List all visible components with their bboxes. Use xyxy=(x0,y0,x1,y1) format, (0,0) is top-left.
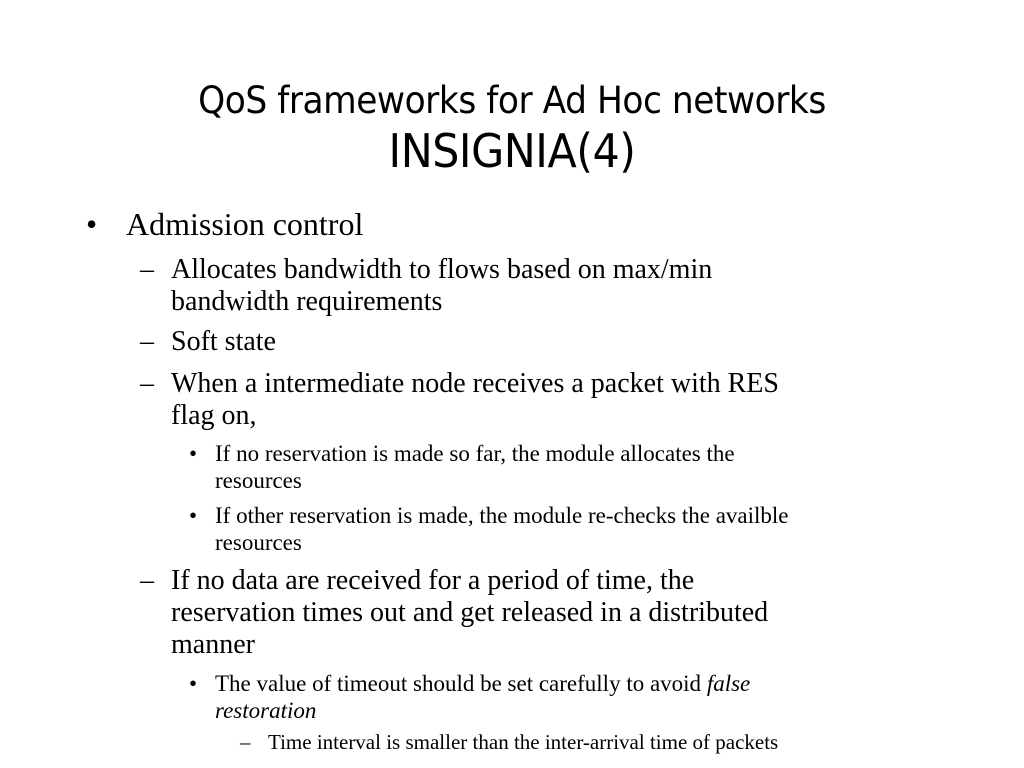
bullet-marker: • xyxy=(189,441,198,466)
sub-sub-bullet-other-reservation-line1: If other reservation is made, the module re-checks the availble xyxy=(215,503,789,528)
sub-bullet-intermediate-line1: When a intermediate node receives a packet with RES xyxy=(171,368,779,399)
sub-sub-bullet-no-reservation-line2: resources xyxy=(215,468,302,493)
sub-sub-bullet-timeout-line2 xyxy=(215,697,316,724)
sub-bullet-allocates-line1: Allocates bandwidth to flows based on max/min xyxy=(171,254,713,285)
sub-sub-bullet-no-reservation-line1: If no reservation is made so far, the module allocates the xyxy=(215,441,735,466)
dash-marker: – xyxy=(140,368,154,399)
sub-bullet-no-data-line2: reservation times out and get released in a distributed xyxy=(171,597,769,628)
dash-marker: – xyxy=(140,254,154,285)
sub-bullet-no-data-line3: manner xyxy=(171,629,255,660)
title-line-1: QoS frameworks for Ad Hoc networks xyxy=(198,79,826,122)
bullet-marker: • xyxy=(189,671,198,696)
sub-bullet-soft-state: Soft state xyxy=(171,326,276,357)
bullet-admission-control: Admission control xyxy=(126,206,364,242)
level4-bullet-time-interval: Time interval is smaller than the inter-arrival time of packets xyxy=(268,730,779,754)
timeout-text-italic: false xyxy=(706,671,751,696)
sub-bullet-intermediate-line2: flag on, xyxy=(171,400,257,431)
dash-marker: – xyxy=(140,565,154,596)
bullet-marker: • xyxy=(86,206,98,242)
dash-marker: – xyxy=(240,730,251,754)
dash-marker: – xyxy=(140,326,154,357)
timeout-text-plain: The value of timeout should be set carefully to avoid xyxy=(215,671,707,696)
sub-sub-bullet-other-reservation-line2: resources xyxy=(215,530,302,555)
sub-bullet-no-data-line1: If no data are received for a period of time, the xyxy=(171,565,695,596)
timeout-text-italic-2: restoration xyxy=(215,698,317,723)
sub-sub-bullet-timeout-line1 xyxy=(215,670,750,697)
title-line-2: INSIGNIA(4) xyxy=(388,124,636,178)
bullet-marker: • xyxy=(189,503,198,528)
sub-bullet-allocates-line2: bandwidth requirements xyxy=(171,286,443,317)
